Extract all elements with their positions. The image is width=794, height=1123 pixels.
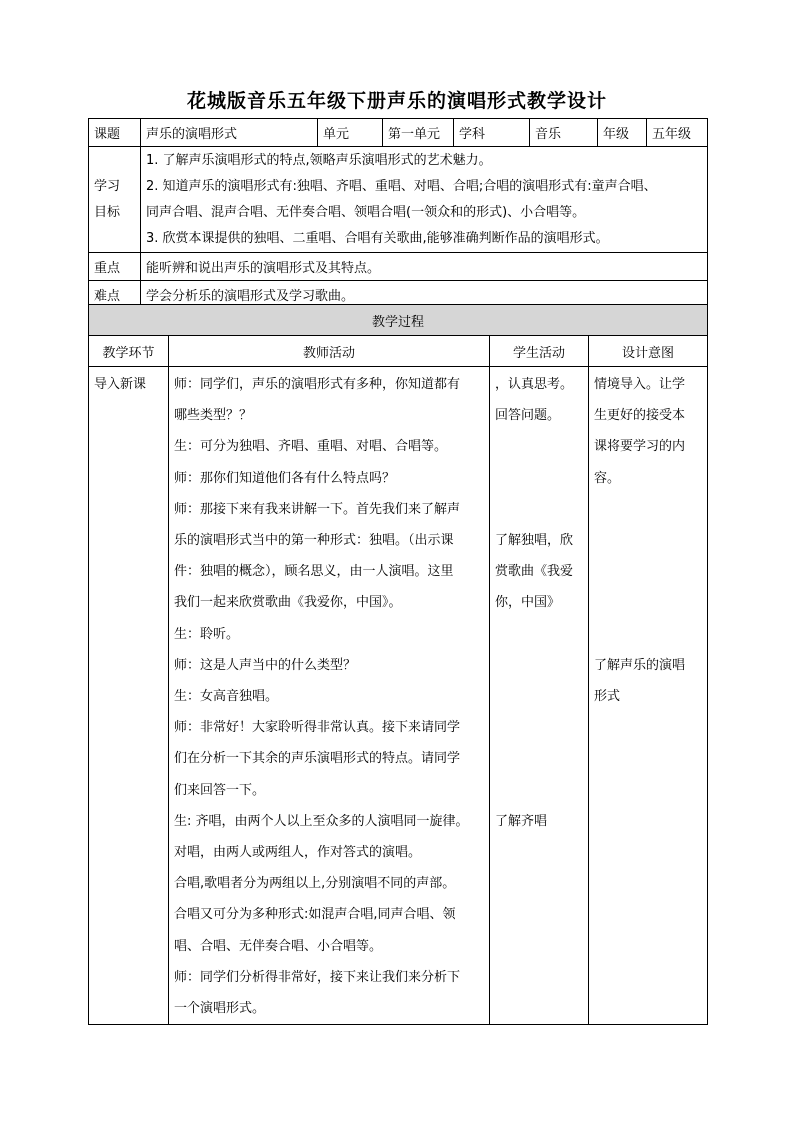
unit-value: 第一单元 [383, 119, 454, 147]
teacher-line: 唱、合唱、无伴奏合唱、小合唱等。 [174, 938, 383, 954]
student-line: ，认真思考。 [495, 377, 574, 392]
teacher-line: 师：同学们，声乐的演唱形式有多种，你知道都有 [174, 377, 461, 392]
design-intent-cell [589, 367, 708, 1025]
objectives-label: 学习 目标 [89, 147, 141, 253]
process-title: 教学过程 [89, 305, 708, 336]
document-title: 花城版音乐五年级下册声乐的演唱形式教学设计 [186, 90, 607, 112]
objective-line: 3. 欣赏本课提供的独唱、二重唱、合唱有关歌曲,能够准确判断作品的演唱形式。 [146, 231, 609, 246]
teacher-line: 师：那你们知道他们各有什么特点吗？ [174, 470, 396, 486]
teacher-line: 我们一起来欣赏歌曲《我爱你，中国》。 [174, 595, 402, 611]
teacher-line: 师：那接下来有我来讲解一下。首先我们来了解声 [174, 501, 461, 517]
difficulty-label: 难点 [89, 281, 141, 309]
student-activity-cell [490, 367, 589, 1025]
stage-cell [89, 367, 169, 1025]
student-line: 了解齐唱 [495, 813, 548, 829]
teacher-line: 师：同学们分析得非常好，接下来让我们来分析下 [174, 969, 461, 985]
topic-label: 课题 [89, 119, 141, 147]
teacher-line: 生：聆听。 [174, 626, 240, 642]
student-line: 回答问题。 [495, 408, 561, 424]
process-row [89, 367, 708, 1025]
teacher-line: 一个演唱形式。 [174, 1001, 266, 1017]
teacher-line: 哪些类型？？ [174, 408, 253, 424]
column-header-student: 学生活动 [490, 336, 589, 367]
teacher-line: 对唱，由两人或两组人，作对答式的演唱。 [174, 845, 422, 861]
objectives-row [89, 147, 708, 253]
intent-line: 生更好的接受本 [594, 408, 686, 424]
teacher-line: 生：可分为独唱、齐唱、重唱、对唱、合唱等。 [174, 439, 448, 455]
intent-line: 课将要学习的内 [594, 439, 686, 455]
teacher-line: 生: 齐唱，由两个人以上至众多的人演唱同一旋律。 [174, 813, 469, 829]
column-header-teacher: 教师活动 [169, 336, 490, 367]
column-header-intent: 设计意图 [589, 336, 708, 367]
teacher-line: 师：非常好！大家聆听得非常认真。接下来请同学 [174, 720, 461, 736]
grade-value: 五年级 [647, 119, 708, 147]
objectives-content [141, 147, 708, 253]
objective-line: 2. 知道声乐的演唱形式有:独唱、齐唱、重唱、对唱、合唱;合唱的演唱形式有:童声合唱、 [146, 179, 657, 194]
teacher-activity-cell [169, 367, 490, 1025]
subject-value: 音乐 [530, 119, 598, 147]
difficulty-value: 学会分析乐的演唱形式及学习歌曲。 [141, 281, 708, 309]
teacher-line: 合唱又可分为多种形式:如混声合唱,同声合唱、领 [174, 907, 456, 923]
teacher-line: 们来回答一下。 [174, 782, 266, 798]
process-table [88, 304, 708, 1025]
intent-line: 容。 [594, 470, 621, 486]
stage-name: 导入新课 [94, 377, 147, 392]
intent-line: 形式 [594, 688, 621, 704]
unit-label: 单元 [318, 119, 383, 147]
intent-line: 情境导入。让学 [594, 377, 686, 392]
process-header-row [89, 336, 708, 367]
lesson-plan-table [88, 118, 708, 309]
student-line: 你，中国》 [495, 595, 561, 611]
teacher-line: 生：女高音独唱。 [174, 689, 279, 705]
teacher-line: 乐的演唱形式当中的第一种形式：独唱。（出示课 [174, 533, 454, 549]
process-title-row [89, 305, 708, 336]
teacher-line: 合唱,歌唱者分为两组以上,分别演唱不同的声部。 [174, 876, 456, 892]
objective-line: 同声合唱、混声合唱、无伴奏合唱、领唱合唱(一领众和的形式)、小合唱等。 [146, 205, 586, 220]
column-header-stage: 教学环节 [89, 336, 169, 367]
key-point-value: 能听辨和说出声乐的演唱形式及其特点。 [141, 253, 708, 281]
topic-value: 声乐的演唱形式 [141, 119, 318, 147]
key-point-row [89, 253, 708, 281]
grade-label: 年级 [598, 119, 647, 147]
student-line: 了解独唱，欣 [495, 532, 574, 548]
info-row [89, 119, 708, 147]
teacher-line: 们在分析一下其余的声乐演唱形式的特点。请同学 [174, 751, 461, 767]
objective-line: 1. 了解声乐演唱形式的特点,领略声乐演唱形式的艺术魅力。 [146, 153, 492, 168]
teacher-line: 件：独唱的概念），顾名思义，由一人演唱。这里 [174, 564, 454, 580]
intent-line: 了解声乐的演唱 [594, 657, 686, 673]
teacher-line: 师：这是人声当中的什么类型？ [174, 657, 357, 673]
subject-label: 学科 [454, 119, 530, 147]
key-point-label: 重点 [89, 253, 141, 281]
student-line: 赏歌曲《我爱 [495, 564, 574, 580]
